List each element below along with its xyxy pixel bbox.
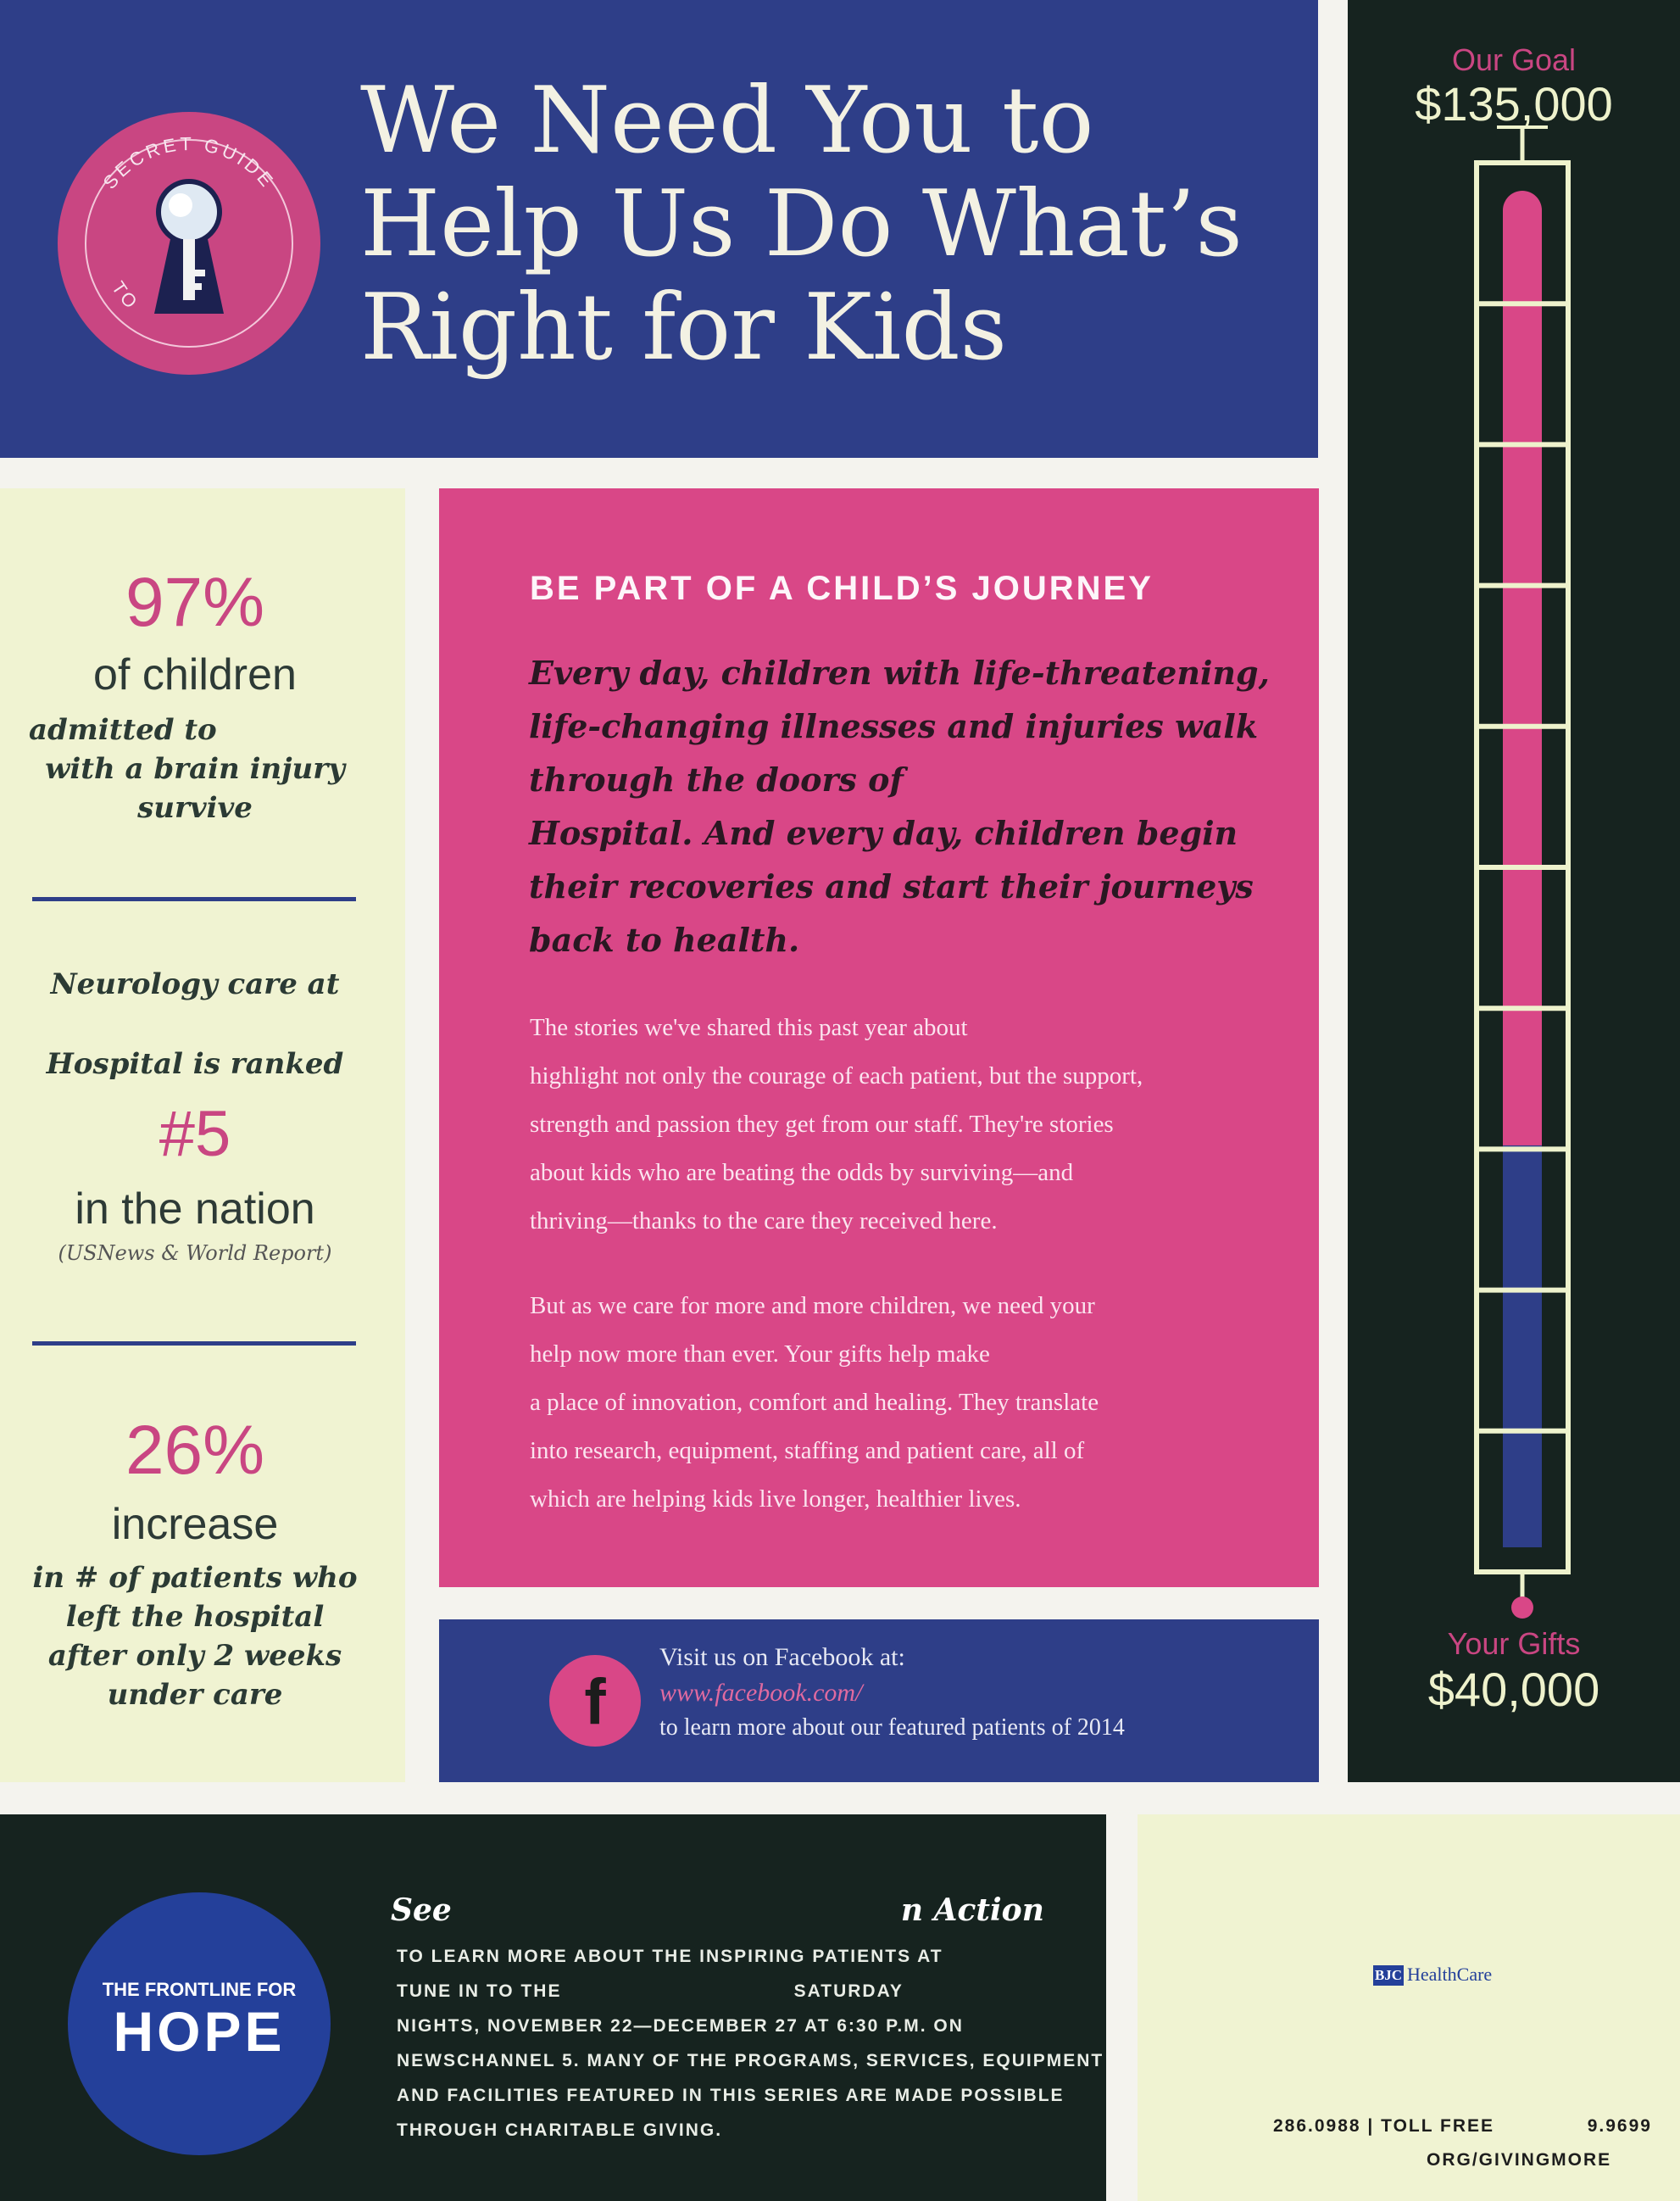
stats-divider-1 (32, 897, 356, 901)
logo-tagline: THE FRONTLINE FOR (102, 1979, 297, 2000)
stat-survival-label: of children (93, 650, 297, 699)
story-body-line: about kids who are beating the odds by surviving—and (530, 1159, 1074, 1186)
headline-line-3: Right for Kids (360, 275, 1008, 381)
contact-phone: 286.0988 | TOLL FREE 9.9699 (1273, 2116, 1652, 2136)
bjc-logo-name: HealthCare (1407, 1964, 1493, 1985)
action-line: THROUGH CHARITABLE GIVING. (397, 2120, 723, 2140)
stat-survival-line-2: with a brain injury (45, 752, 345, 786)
story-body-line: into research, equipment, staffing and patient care, all of (530, 1437, 1085, 1464)
stat-ranking-label: in the nation (75, 1184, 315, 1234)
contact-website[interactable]: ORG/GIVINGMORE (1427, 2150, 1612, 2170)
keyhole-key-icon (154, 181, 224, 314)
stat-survival-line-3: survive (137, 791, 253, 825)
facebook-link[interactable]: www.facebook.com/ (659, 1679, 863, 1707)
stat-survival-line-1: admitted to (29, 713, 217, 747)
badge-bottom-text: TO (107, 277, 144, 315)
action-line: NIGHTS, NOVEMBER 22—DECEMBER 27 AT 6:30 P.M. ON (397, 2016, 964, 2036)
facebook-icon-glyph: f (584, 1666, 606, 1738)
story-lead (529, 646, 1275, 967)
headline-line-1: We Need You to (360, 68, 1094, 174)
stat-ranking-line-2: Hospital is ranked (46, 1047, 344, 1081)
story-body-line: thriving—thanks to the care they received here. (530, 1207, 998, 1234)
story-body-line: highlight not only the courage of each patient, but the support, (530, 1062, 1143, 1089)
stat-ranking-line-1: Neurology care at (50, 967, 340, 1001)
action-title (391, 1892, 1044, 1928)
story-body-line: The stories we've shared this past year about (530, 1014, 968, 1041)
story-heading: BE PART OF A CHILD’S JOURNEY (530, 570, 1154, 607)
thermometer-gifts-fill (1503, 1145, 1542, 1547)
stat-increase-line-4: under care (107, 1678, 283, 1712)
facebook-description: to learn more about our featured patients of 2014 (659, 1714, 1125, 1741)
story-paragraph-2 (530, 1282, 1276, 1524)
story-body-line: which are helping kids live longer, healthier lives. (530, 1485, 1021, 1513)
story-lead-line: back to health. (529, 921, 800, 959)
thermometer-bulb (1511, 1596, 1533, 1619)
contact-panel (1138, 1814, 1680, 2201)
thermometer-gauge (1348, 110, 1680, 1628)
gifts-amount: $40,000 (1427, 1663, 1600, 1716)
facebook-invite: Visit us on Facebook at: (659, 1643, 905, 1671)
story-body-line: help now more than ever. Your gifts help make (530, 1340, 990, 1368)
action-line: NEWSCHANNEL 5. MANY OF THE PROGRAMS, SERVICES, EQUIPMENT (397, 2051, 1104, 2070)
secret-guide-badge (58, 112, 320, 375)
story-lead-line: Every day, children with life-threatening, (529, 654, 1270, 692)
goal-label: Our Goal (1451, 42, 1577, 77)
bjc-logo-mark: BJC (1373, 1965, 1404, 1986)
stat-ranking-source: (USNews & World Report) (58, 1241, 332, 1265)
headline-line-2: Help Us Do What’s (360, 171, 1243, 277)
action-line: TO LEARN MORE ABOUT THE INSPIRING PATIENTS AT (397, 1947, 943, 1966)
story-lead-line: through the doors of (529, 761, 904, 799)
stats-divider-2 (32, 1341, 356, 1346)
stat-increase-line-3: after only 2 weeks (47, 1639, 342, 1673)
gifts-label: Your Gifts (1447, 1626, 1581, 1661)
action-title-end: n Action (900, 1892, 1044, 1928)
headline (360, 70, 1301, 380)
stat-increase-label: increase (111, 1500, 279, 1549)
story-lead-line: their recoveries and start their journeys (529, 867, 1254, 905)
story-lead-line: life-changing illnesses and injuries walk (529, 707, 1259, 745)
story-body-line: strength and passion they get from our staff. They're stories (530, 1111, 1114, 1138)
action-line: AND FACILITIES FEATURED IN THIS SERIES ARE MADE POSSIBLE (397, 2086, 1065, 2105)
story-paragraph-1 (530, 1004, 1276, 1245)
stat-increase-value: 26% (125, 1412, 265, 1489)
logo-wordmark: HOPE (113, 2000, 286, 2063)
stat-ranking-value: #5 (159, 1098, 231, 1170)
story-lead-line: Hospital. And every day, children begin (529, 814, 1238, 852)
action-title-start: See (391, 1892, 452, 1928)
action-line: TUNE IN TO THE SATURDAY (397, 1981, 904, 2001)
badge-top-text: SECRET GUIDE (98, 132, 280, 193)
story-body-line: But as we care for more and more children, we need your (530, 1292, 1095, 1319)
stats-panel (0, 488, 405, 1782)
goal-amount: $135,000 (1415, 77, 1613, 131)
story-body-line: a place of innovation, comfort and healing. They translate (530, 1389, 1099, 1416)
stat-survival-value: 97% (125, 564, 265, 641)
stat-increase-line-1: in # of patients who (32, 1561, 358, 1595)
stat-increase-line-2: left the hospital (65, 1600, 325, 1634)
